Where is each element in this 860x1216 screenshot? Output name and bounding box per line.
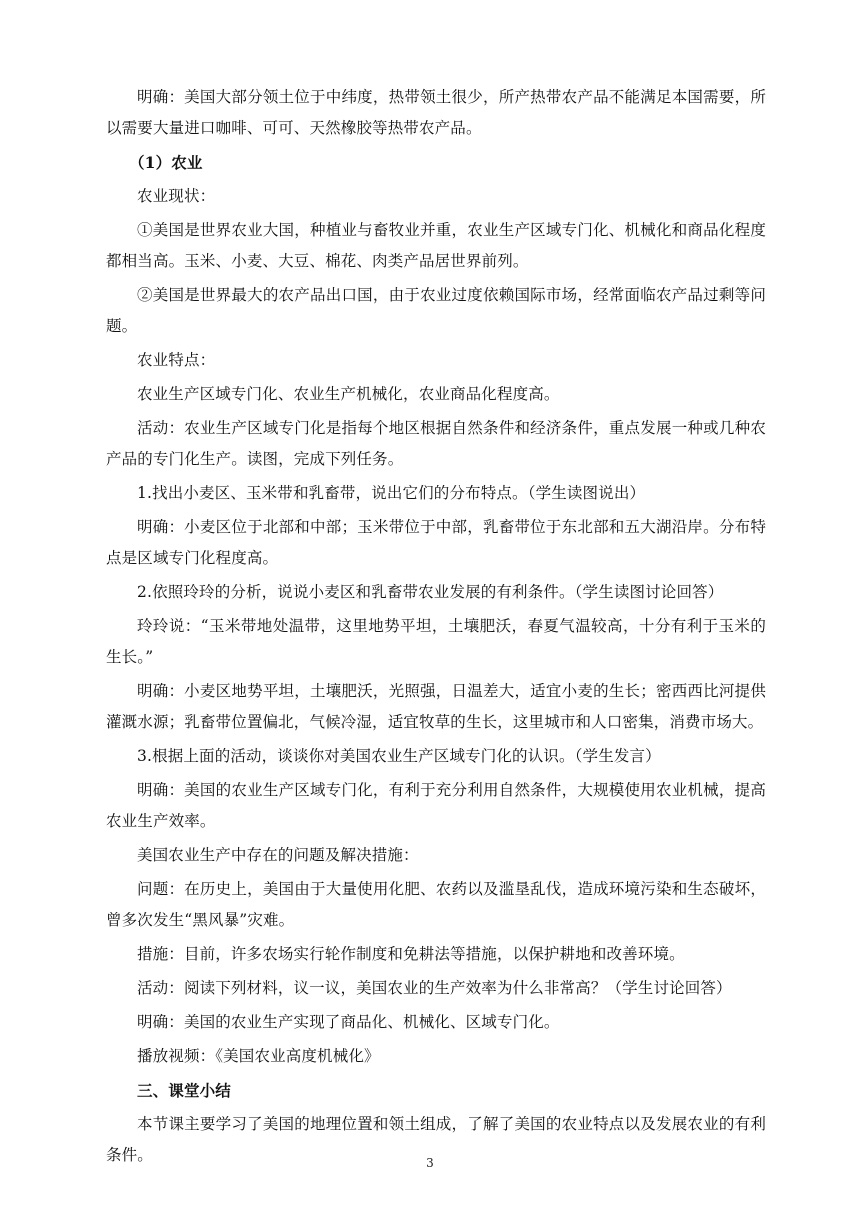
paragraph-video: 播放视频：《美国农业高度机械化》 <box>137 1047 380 1065</box>
paragraph-status-item-2: ②美国是世界最大的农产品出口国，由于农业过度依赖国际市场，经常面临农产品过剩等问题。 <box>106 286 766 335</box>
paragraph-activity-2: 活动：阅读下列材料，议一议，美国农业的生产效率为什么非常高？（学生讨论回答） <box>137 979 732 997</box>
paragraph-answer-4: 明确：美国的农业生产实现了商品化、机械化、区域专门化。 <box>137 1013 560 1031</box>
paragraph-task-3: 3.根据上面的活动，谈谈你对美国农业生产区域专门化的认识。（学生发言） <box>137 747 661 765</box>
paragraph-answer-3: 明确：美国的农业生产区域专门化，有利于充分利用自然条件，大规模使用农业机械，提高农业生产效率。 <box>106 781 766 830</box>
paragraph-task-2: 2.依照玲玲的分析，说说小麦区和乳畜带农业发展的有利条件。（学生读图讨论回答） <box>137 583 724 601</box>
paragraph-agriculture-status-label: 农业现状： <box>137 187 216 205</box>
paragraph-answer-2: 明确：小麦区地势平坦，土壤肥沃，光照强，日温差大，适宜小麦的生长；密西西比河提供灌溉水源；乳畜带位置偏北，气候冷湿，适宜牧草的生长，这里城市和人口密集，消费市场大。 <box>106 682 766 731</box>
paragraph-lingling-quote: 玲玲说：“玉米带地处温带，这里地势平坦，土壤肥沃，春夏气温较高，十分有利于玉米的生长。” <box>106 617 766 666</box>
section-heading-summary: 三、课堂小结 <box>137 1081 231 1100</box>
paragraph-status-item-1: ①美国是世界农业大国，种植业与畜牧业并重，农业生产区域专门化、机械化和商品化程度都相当高。玉米、小麦、大豆、棉花、肉类产品居世界前列。 <box>106 221 766 270</box>
paragraph-import-explanation: 明确：美国大部分领土位于中纬度，热带领土很少，所产热带农产品不能满足本国需要，所以需要大量进口咖啡、可可、天然橡胶等热带农产品。 <box>106 88 766 137</box>
document-body <box>106 82 766 1174</box>
page-number: 3 <box>426 1156 434 1170</box>
paragraph-answer-1: 明确：小麦区位于北部和中部；玉米带位于中部，乳畜带位于东北部和五大湖沿岸。分布特点是区域专门化程度高。 <box>106 518 766 567</box>
paragraph-problems-label: 美国农业生产中存在的问题及解决措施： <box>137 846 419 864</box>
paragraph-task-1: 1.找出小麦区、玉米带和乳畜带，说出它们的分布特点。（学生读图说出） <box>137 484 646 502</box>
paragraph-summary: 本节课主要学习了美国的地理位置和领土组成，了解了美国的农业特点以及发展农业的有利条件。 <box>106 1115 766 1164</box>
section-heading-agriculture: （1）农业 <box>129 153 203 172</box>
paragraph-measures: 措施：目前，许多农场实行轮作制度和免耕法等措施，以保护耕地和改善环境。 <box>137 945 685 963</box>
paragraph-features-label: 农业特点： <box>137 351 216 369</box>
paragraph-problem: 问题：在历史上，美国由于大量使用化肥、农药以及滥垦乱伐，造成环境污染和生态破坏，曾多次发生“黑风暴”灾难。 <box>106 880 766 929</box>
paragraph-features: 农业生产区域专门化、农业生产机械化，农业商品化程度高。 <box>137 385 560 403</box>
paragraph-activity-1: 活动：农业生产区域专门化是指每个地区根据自然条件和经济条件，重点发展一种或几种农产品的专门化生产。读图，完成下列任务。 <box>106 419 766 468</box>
